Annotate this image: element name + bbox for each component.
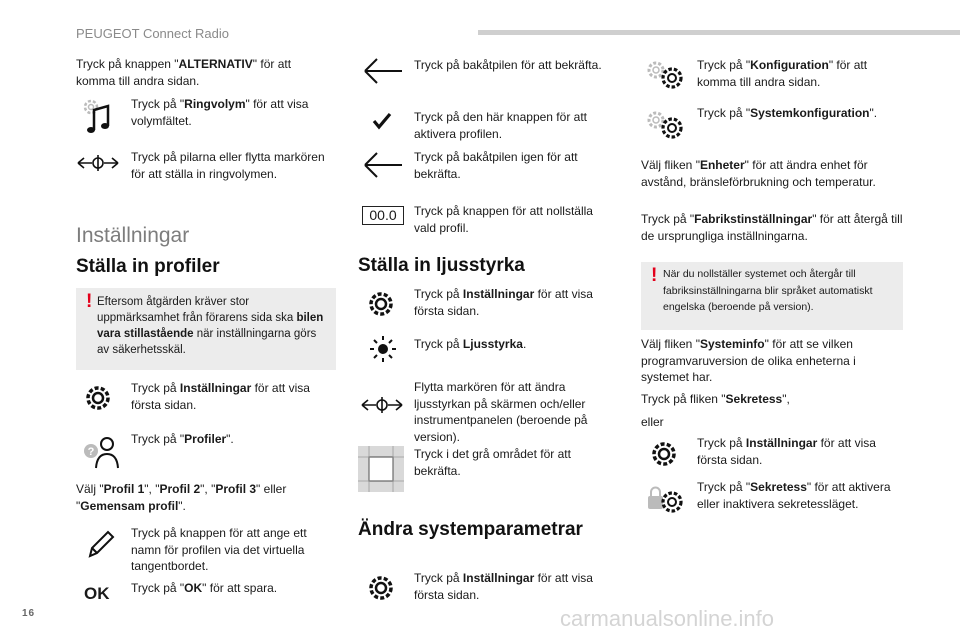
safety-note: ! Eftersom åtgärden kräver stor uppmärksamhet från förarens sida ska bilen vara stillastående när inställningarna görs av säkerhetsskäl. <box>76 288 336 370</box>
settings-gear-icon <box>84 384 112 412</box>
back1-text: Tryck på bakåtpilen för att bekräfta. <box>414 58 602 72</box>
activate-text: Tryck på den här knappen för att aktivera profilen. <box>414 110 587 141</box>
settings-gear-icon-3 <box>367 574 395 602</box>
units-text: Välj fliken "Enheter" för att ändra enhet för avstånd, bränsleförbrukning och temperatur. <box>641 158 876 189</box>
profile-question-icon <box>80 432 120 470</box>
systemkonfig-text: Tryck på "Systemkonfiguration". <box>697 106 878 120</box>
system-settings-text: Tryck på Inställningar för att visa första sidan. <box>414 571 593 602</box>
intro-text: Tryck på knappen "ALTERNATIV" för att komma till andra sidan. <box>76 57 292 88</box>
ok-button-icon: OK <box>84 584 110 603</box>
ringvolym-text: Tryck på "Ringvolym" för att visa volymfältet. <box>131 97 309 128</box>
checkmark-icon <box>372 112 392 130</box>
brightness-settings-text: Tryck på Inställningar för att visa första sidan. <box>414 287 593 318</box>
eller-text: eller <box>641 415 664 429</box>
subtitle-system: Ändra systemparametrar <box>358 519 583 540</box>
konfig-text: Tryck på "Konfiguration" för att komma till andra sidan. <box>697 58 868 89</box>
settings-gear-icon-2 <box>367 290 395 318</box>
back-arrow-icon <box>362 56 404 86</box>
settings-gear-icon-4 <box>650 440 678 468</box>
profiler-text: Tryck på "Profiler". <box>131 432 234 446</box>
watermark: carmanualsonline.info <box>560 606 775 631</box>
brightness-sun-icon <box>366 334 400 364</box>
warning-icon: ! <box>86 291 93 312</box>
factory-note: ! När du nollställer systemet och återgår till fabriksinställningarna blir språket automatiskt engelska (beroende på version). <box>641 262 903 330</box>
move-text: Flytta markören för att ändra ljusstyrkan på skärmen och/eller instrumentpanelen (beroende på version). <box>414 380 588 444</box>
save-text: Tryck på "OK" för att spara. <box>131 581 278 595</box>
pencil-icon <box>86 528 116 560</box>
grey-text: Tryck i det grå området för att bekräfta. <box>414 447 571 478</box>
arrows-text: Tryck på pilarna eller flytta markören för att ställa in ringvolymen. <box>131 150 325 181</box>
privacy-settings-text: Tryck på Inställningar för att visa första sidan. <box>697 436 876 467</box>
back-arrow-icon-2 <box>362 150 404 180</box>
factory-text: Tryck på "Fabrikstinställningar" för att återgå till de ursprungliga inställningarna. <box>641 212 903 243</box>
svg-text:?: ? <box>87 446 95 458</box>
reset-text: Tryck på knappen för att nollställa vald profil. <box>414 204 593 235</box>
subtitle-brightness: Ställa in ljusstyrka <box>358 255 525 276</box>
subtitle-profiles: Ställa in profiler <box>76 256 220 277</box>
sekretess-text: Tryck på "Sekretess" för att aktivera eller inaktivera sekretessläget. <box>697 480 891 511</box>
sysinfo-text: Välj fliken "Systeminfo" för att se vilken programvaruversion de olika enheterna i systemet har. <box>641 337 856 384</box>
back2-text: Tryck på bakåtpilen igen för att bekräfta. <box>414 150 578 181</box>
page-number: 16 <box>22 608 36 619</box>
system-configuration-gears-icon <box>644 108 686 142</box>
configuration-gears-icon <box>644 58 686 92</box>
brightness-text: Tryck på Ljusstyrka. <box>414 337 527 351</box>
privacy-tab-text: Tryck på fliken "Sekretess", <box>641 392 790 406</box>
warning-icon-2: ! <box>651 265 658 286</box>
arrows-slider-icon-2 <box>360 395 404 415</box>
section-title: Inställningar <box>76 224 190 247</box>
header-bar <box>478 30 960 35</box>
privacy-lock-gear-icon <box>646 484 684 518</box>
reset-button-icon: 00.0 <box>362 206 404 225</box>
name-text: Tryck på knappen för att ange ett namn för profilen via det virtuella tangentbordet. <box>131 526 307 573</box>
arrows-slider-icon <box>76 153 120 173</box>
header-title: PEUGEOT Connect Radio <box>76 26 229 41</box>
grey-area-icon <box>358 446 404 492</box>
settings-text: Tryck på Inställningar för att visa första sidan. <box>131 381 310 412</box>
gear-music-icon <box>80 96 114 136</box>
choose-profile-text: Välj "Profil 1", "Profil 2", "Profil 3" eller "Gemensam profil". <box>76 482 287 513</box>
